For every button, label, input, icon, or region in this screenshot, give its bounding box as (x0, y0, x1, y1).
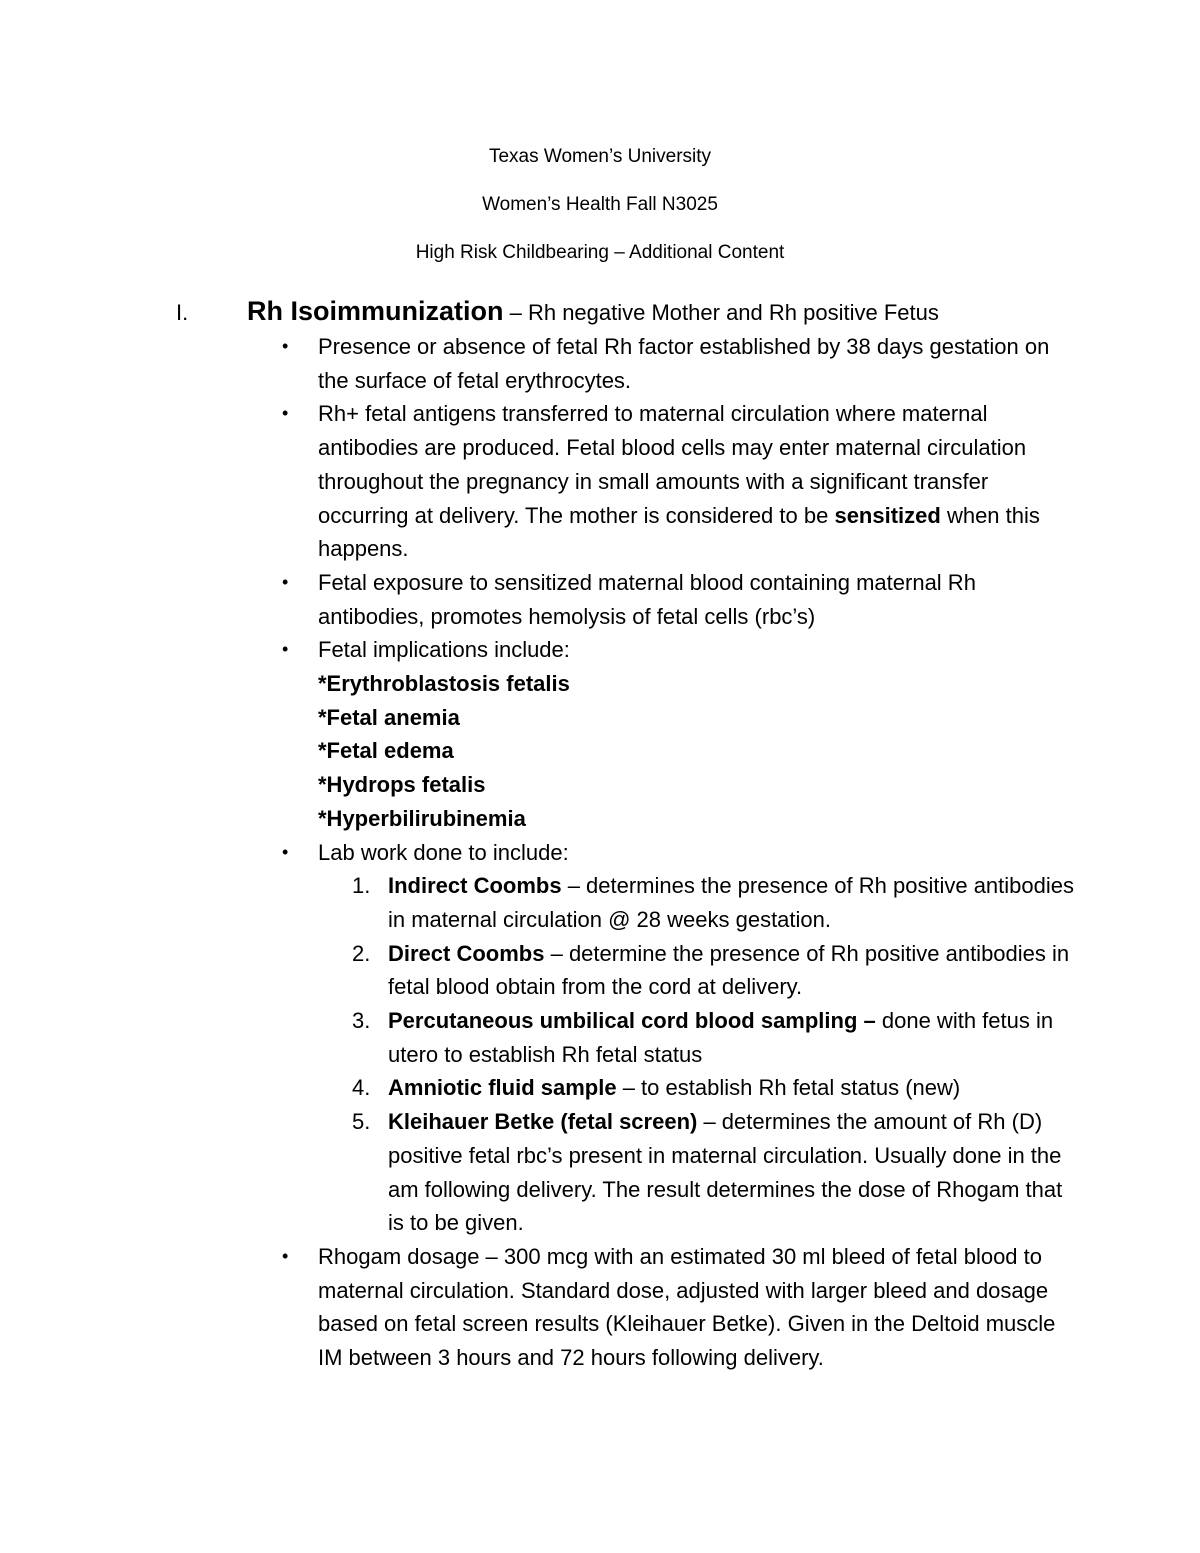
bullet-text: Fetal exposure to sensitized maternal blood containing maternal Rh antibodies, promotes hemolysis of fetal cells (rbc’s) (318, 569, 976, 629)
list-item (282, 1240, 1078, 1375)
section-heading (247, 294, 939, 330)
university-title: Texas Women’s University (488, 146, 712, 167)
bullet-text: Rh+ fetal antigens transferred to maternal circulation where maternal antibodies are produced. Fetal blood cells may enter maternal circulation throughout the pregnancy in small amounts with a significant transfer occurring at delivery. The mother is considered to be (318, 401, 1027, 528)
lab-term: Amniotic fluid sample (388, 1075, 617, 1101)
lab-item (352, 937, 1078, 1004)
lab-term: Direct Coombs (388, 940, 545, 966)
implication-item: *Hyperbilirubinemia (318, 805, 526, 831)
lab-item (352, 1071, 1078, 1105)
list-item (282, 566, 1078, 633)
bullet-text: Rhogam dosage – 300 mcg with an estimated 30 ml bleed of fetal blood to maternal circulation. Standard dose, adjusted with larger bleed and dosage based on fetal screen results (Kleihauer Betke). Given in the Deltoid muscle IM between 3 hours and 72 hours following delivery. (318, 1243, 1056, 1371)
lab-work-list (318, 869, 1078, 1240)
lab-desc: – determines the presence of Rh positive antibodies in maternal circulation @ 28 weeks gestation. (388, 873, 1074, 932)
bullet-text: when this happens. (318, 502, 1040, 562)
lab-term: Kleihauer Betke (fetal screen) (388, 1109, 698, 1135)
lab-desc: – to establish Rh fetal status (new) (616, 1075, 961, 1101)
bullet-glyph: • (282, 1245, 289, 1266)
bullet-glyph: • (282, 639, 289, 660)
lab-item (352, 869, 1078, 936)
list-item (282, 836, 1078, 1240)
section-numeral: I. (176, 300, 189, 325)
lab-item (352, 1105, 1078, 1240)
lab-number: 3. (352, 1008, 371, 1034)
implication-item: *Fetal anemia (318, 704, 460, 730)
lab-desc: – determines the amount of Rh (D) positive fetal rbc’s present in maternal circulation. Usually done in the am following delivery. The result determines the dose of Rhogam that is to be given. (388, 1109, 1063, 1236)
lab-desc: done with fetus in utero to establish Rh fetal status (388, 1008, 1054, 1067)
bullet-text: Fetal implications include: (318, 637, 570, 663)
lab-number: 1. (352, 873, 371, 899)
course-title: Women’s Health Fall N3025 (482, 194, 718, 215)
lab-term: Percutaneous umbilical cord blood sampling – (388, 1008, 876, 1034)
implication-item: *Erythroblastosis fetalis (318, 671, 570, 697)
bullet-text: Lab work done to include: (318, 839, 569, 865)
bullet-text: Presence or absence of fetal Rh factor established by 38 days gestation on the surface of fetal erythrocytes. (318, 334, 1050, 393)
list-item (282, 633, 1078, 835)
list-item (282, 330, 1078, 397)
sensitized-term: sensitized (834, 502, 941, 528)
lab-number: 4. (352, 1075, 371, 1101)
bullet-glyph: • (282, 336, 289, 356)
section-title-rest: – Rh negative Mother and Rh positive Fetus (503, 300, 939, 325)
bullet-glyph: • (282, 841, 289, 862)
lab-item (352, 1004, 1078, 1071)
document-subtitle: High Risk Childbearing – Additional Content (415, 242, 785, 263)
lab-term: Indirect Coombs (388, 873, 562, 899)
list-item (282, 397, 1078, 566)
bullet-glyph: • (282, 403, 289, 424)
section-title: Rh Isoimmunization (247, 296, 504, 326)
lab-number: 2. (352, 940, 371, 966)
lab-number: 5. (352, 1109, 371, 1135)
bullet-glyph: • (282, 571, 289, 592)
implication-item: *Fetal edema (318, 738, 454, 764)
lab-desc: – determine the presence of Rh positive antibodies in fetal blood obtain from the cord at delivery. (388, 940, 1070, 1000)
implications-list (318, 667, 1078, 836)
bullet-list (282, 330, 1078, 1375)
implication-item: *Hydrops fetalis (318, 772, 486, 798)
